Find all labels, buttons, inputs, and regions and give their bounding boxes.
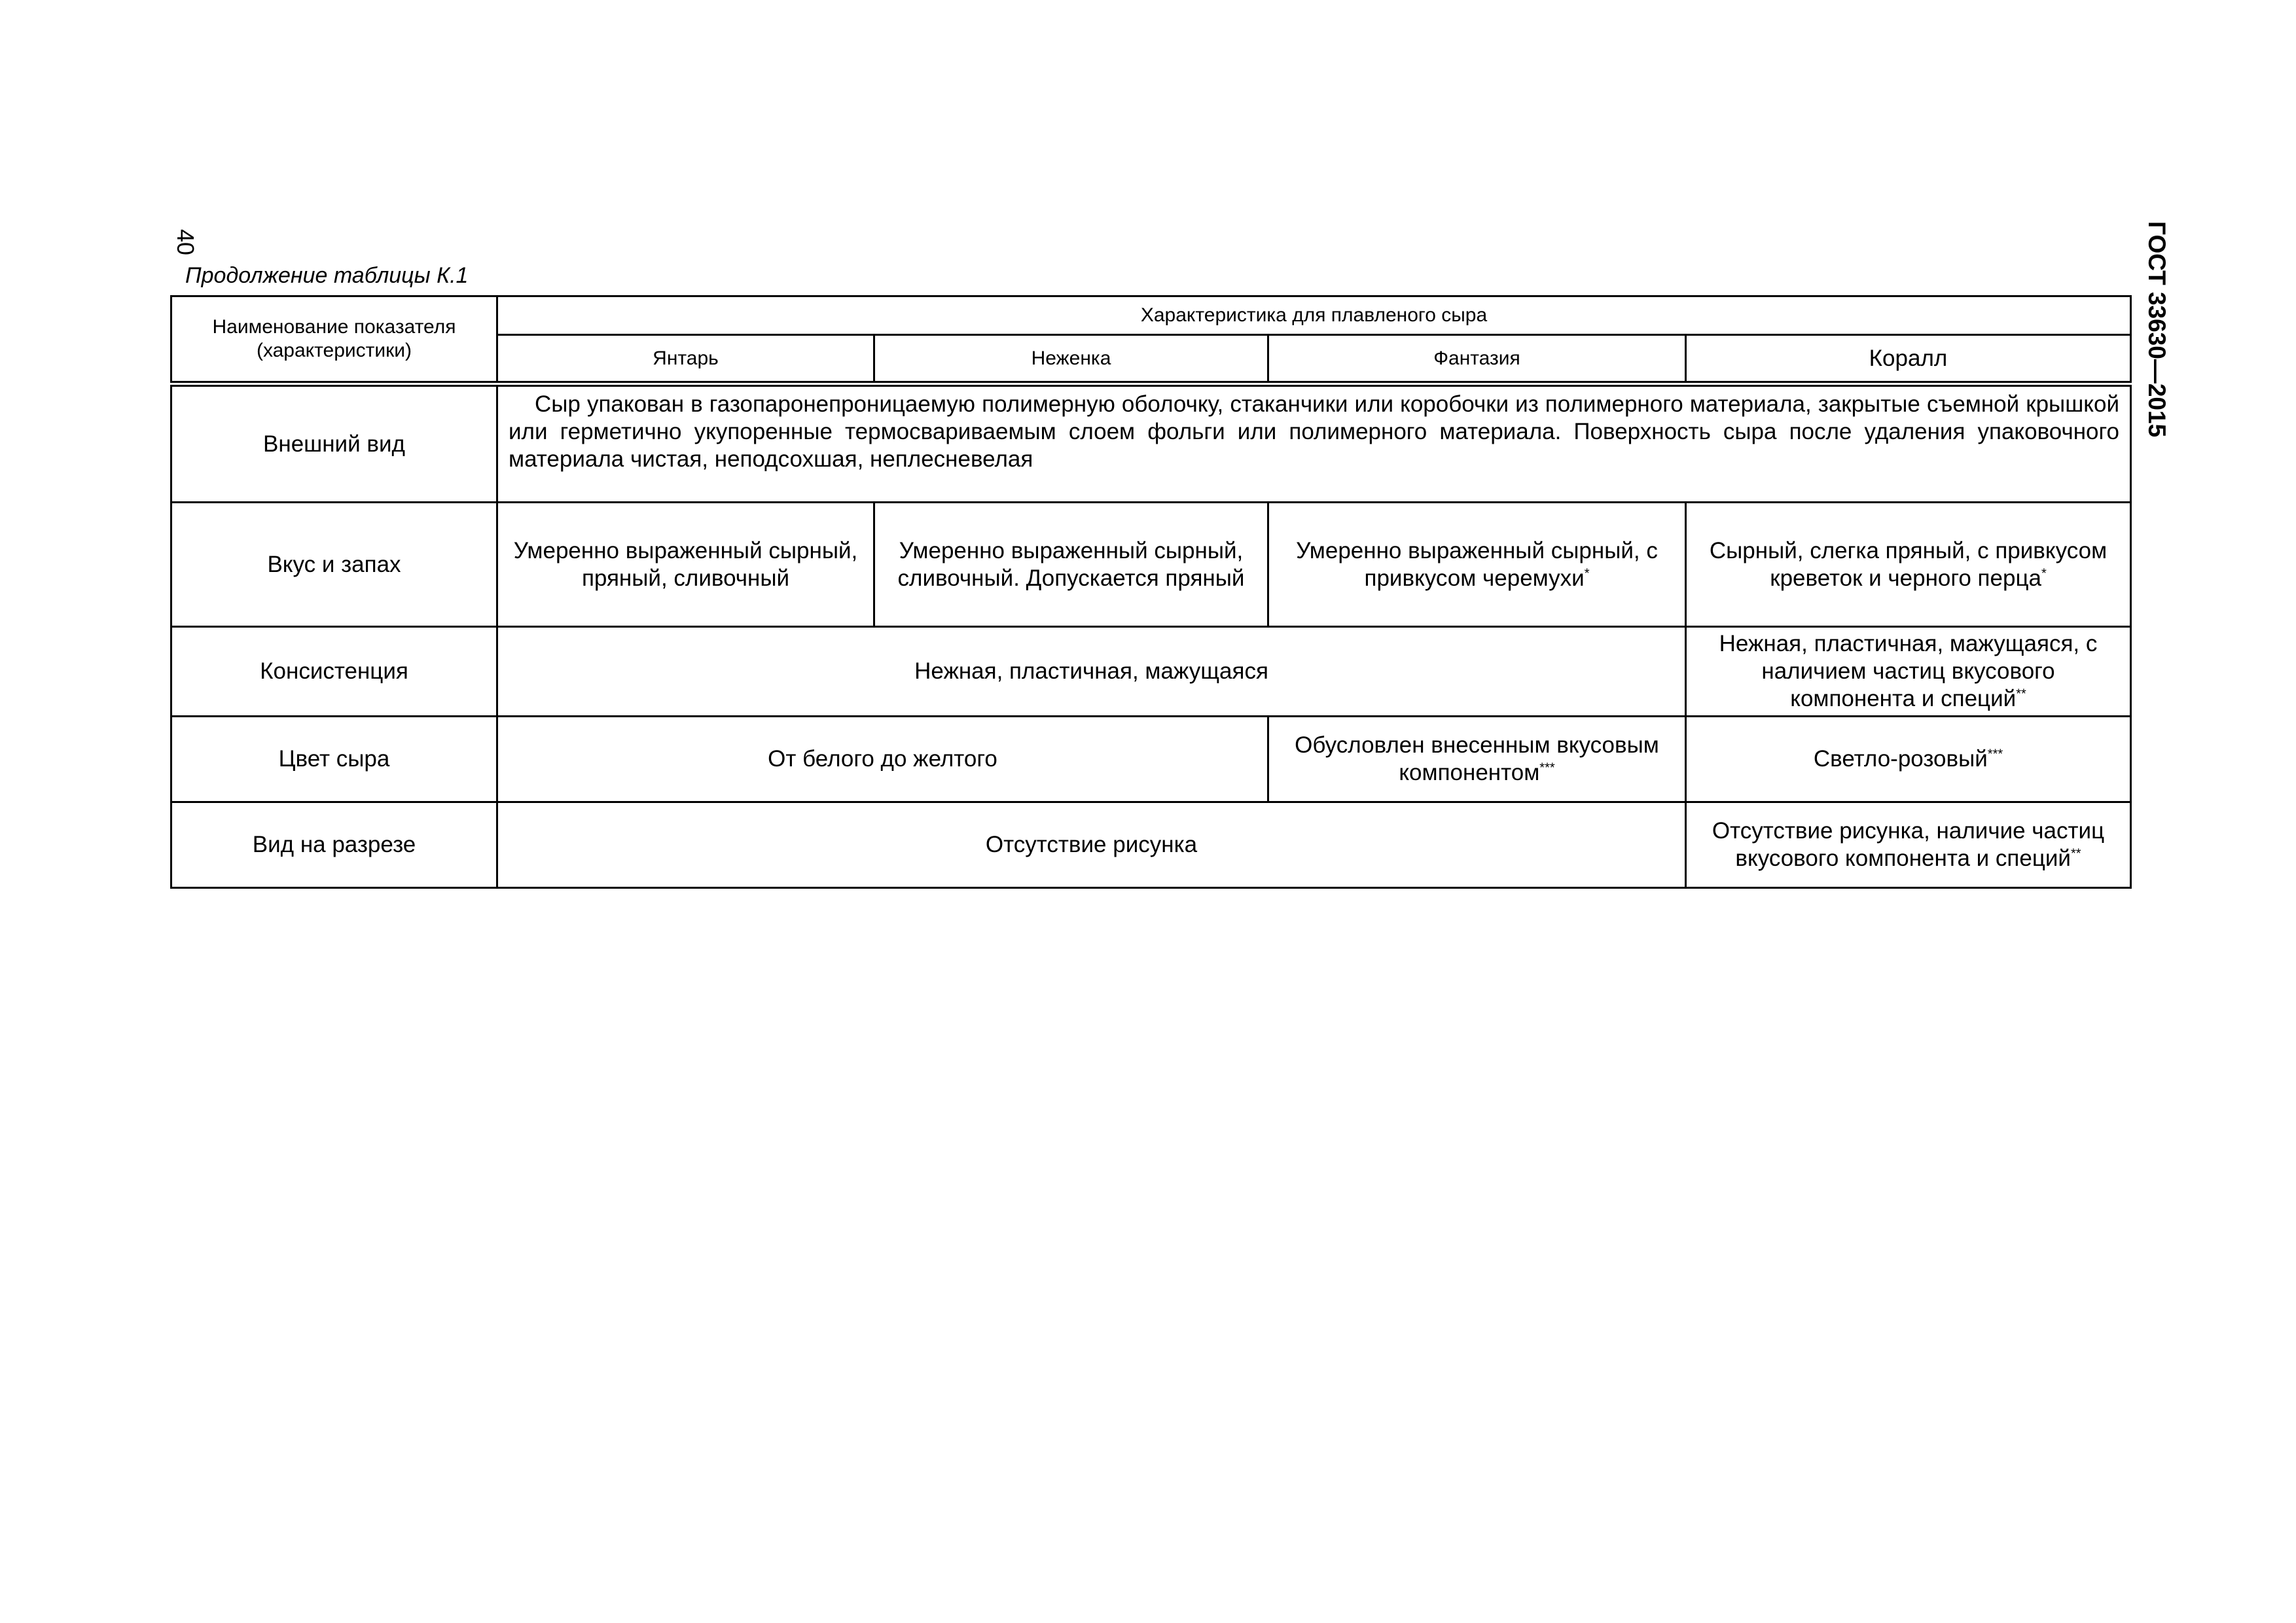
consistency-korall-cell [1686, 627, 2131, 717]
document-code: ГОСТ 33630—2015 [2144, 221, 2170, 438]
header-indicator-cell: Наименование показателя (характеристики) [171, 296, 497, 384]
taste-nezhenka: Умеренно выраженный сырный, сливочный. Допускается пряный [874, 503, 1268, 627]
table-row-cut [171, 802, 2131, 888]
row-label-color: Цвет сыра [171, 717, 497, 802]
row-label-appearance: Внешний вид [171, 384, 497, 503]
table-row-taste [171, 503, 2131, 627]
footnote-mark: *** [1539, 760, 1555, 776]
table-caption: Продолжение таблицы К.1 [185, 263, 469, 288]
cut-korall-cell [1686, 802, 2131, 888]
page-number: 40 [172, 228, 200, 256]
row-label-consistency: Консистенция [171, 627, 497, 717]
color-fantaziya-cell [1268, 717, 1686, 802]
color-common: От белого до желтого [497, 717, 1268, 802]
table-header-row [171, 296, 2131, 335]
header-variety-fantaziya: Фантазия [1268, 335, 1686, 384]
header-group-cell: Характеристика для плавленого сыра [497, 296, 2131, 335]
row-label-cut: Вид на разрезе [171, 802, 497, 888]
taste-korall-cell [1686, 503, 2131, 627]
footnote-mark: * [2041, 565, 2047, 580]
table-row-appearance [171, 384, 2131, 503]
table-row-consistency [171, 627, 2131, 717]
document-code-container [2140, 221, 2170, 470]
color-fantaziya: Обусловлен внесенным вкусовым компонентом [1295, 732, 1659, 785]
footnote-mark: * [1584, 565, 1590, 580]
footnote-mark: ** [2070, 846, 2081, 861]
row-label-taste: Вкус и запах [171, 503, 497, 627]
taste-fantaziya: Умеренно выраженный сырный, с привкусом черемухи [1296, 537, 1658, 591]
table-row-color [171, 717, 2131, 802]
taste-fantaziya-cell [1268, 503, 1686, 627]
cut-korall: Отсутствие рисунка, наличие частиц вкусового компонента и специй [1712, 818, 2105, 871]
appearance-text: Сыр упакован в газопаронепроницаемую полимерную оболочку, стаканчики или коробочки из полимерного материала, закрытые съемной крышкой или герметично укупоренные термосвариваемым слоем фольги или полимерного материала. Поверхность сыра после удаления упаковочного материала чистая, неподсохшая, неплесневелая [497, 384, 2131, 503]
header-variety-korall: Коралл [1686, 335, 2131, 384]
color-korall-cell [1686, 717, 2131, 802]
color-korall: Светло-розовый [1813, 746, 1988, 772]
taste-korall: Сырный, слегка пряный, с привкусом креветок и черного перца [1709, 537, 2108, 591]
footnote-mark: *** [1987, 747, 2003, 762]
header-variety-yantar: Янтарь [497, 335, 874, 384]
header-variety-nezhenka: Неженка [874, 335, 1268, 384]
characteristics-table [170, 295, 2132, 889]
cut-common: Отсутствие рисунка [497, 802, 1686, 888]
consistency-common: Нежная, пластичная, мажущаяся [497, 627, 1686, 717]
taste-yantar: Умеренно выраженный сырный, пряный, сливочный [497, 503, 874, 627]
footnote-mark: ** [2016, 687, 2026, 702]
consistency-korall: Нежная, пластичная, мажущаяся, с наличием частиц вкусового компонента и специй [1719, 631, 2098, 711]
